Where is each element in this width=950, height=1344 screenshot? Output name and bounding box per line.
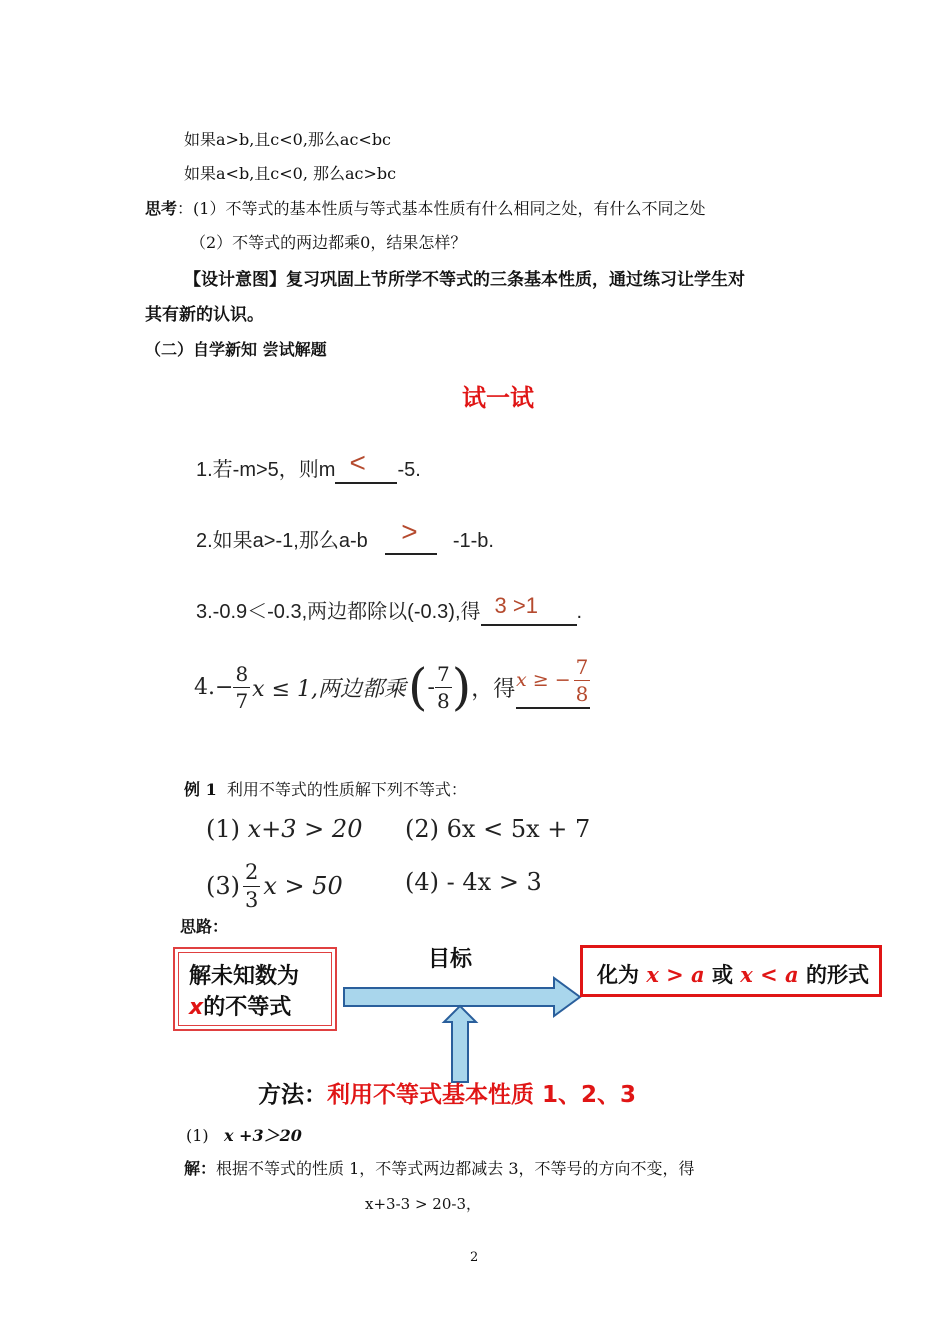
example-problem-1: (1) x+3 > 20 — [206, 815, 363, 843]
try-question-2: 2.如果a>-1,那么a-b > -1-b. — [196, 524, 494, 555]
answer-3: 3 >1 — [494, 593, 538, 618]
design-intent-line-1: 【设计意图】复习巩固上节所学不等式的三条基本性质，通过练习让学生对 — [184, 270, 745, 290]
page-number: 2 — [470, 1250, 479, 1265]
target-ineq-less: x < a — [740, 962, 799, 987]
try-question-4: 4. − $\frac{8}{7}$ x ≤ 1,两边都乘 ( - $\frac{7}{8}$ ) ，得 — [194, 658, 516, 716]
review-line-1: 如果a>b,且c<0,那么ac<bc — [184, 130, 392, 149]
section-heading: （二）自学新知 尝试解题 — [145, 340, 327, 359]
review-line-2: 如果a<b,且c<0, 那么ac>bc — [184, 164, 397, 183]
diagram-arrows — [340, 970, 585, 1090]
goal-label: 目标 — [428, 947, 473, 972]
idea-label: 思路： — [180, 917, 229, 936]
design-intent-line-2: 其有新的认识。 — [145, 305, 264, 325]
think-q2: （2）不等式的两边都乘0，结果怎样？ — [190, 233, 467, 252]
answer-blank-2 — [385, 516, 437, 555]
example-problem-2: (2) 6x < 5x + 7 — [405, 815, 591, 843]
box-left-x: x — [189, 995, 204, 1020]
method-arrow-up — [444, 1006, 476, 1082]
answer-blank-1 — [335, 447, 397, 484]
box-left-line-2: 的不等式 — [203, 995, 292, 1020]
solution-problem-1: (1) x +3＞20 — [186, 1126, 302, 1145]
solution-step: x+3-3 > 20-3， — [365, 1195, 481, 1213]
solution-text: 解：根据不等式的性质 1，不等式两边都减去 3，不等号的方向不变，得 — [184, 1159, 695, 1178]
think-q1-text: ：(1）不等式的基本性质与等式基本性质有什么相同之处，有什么不同之处 — [177, 199, 706, 218]
example-1-heading: 例 1 利用不等式的性质解下列不等式： — [184, 780, 467, 799]
fraction-8-7: $\frac{8}{7}$ — [235, 661, 249, 713]
example-problem-4: (4) - 4x > 3 — [405, 868, 542, 896]
target-ineq-greater: x > a — [646, 962, 705, 987]
unknown-inequality-box — [173, 947, 337, 1031]
try-question-3: 3.-0.9＜-0.3,两边都除以(-0.3),得 3 >1 . — [196, 595, 582, 626]
left-paren: ( — [408, 658, 428, 716]
answer-blank-4 — [516, 707, 590, 709]
target-form-box: 化为 x > a 或 x < a 的形式 — [580, 945, 882, 997]
answer-4: x ≥ − $\frac{7}{8}$ — [516, 654, 589, 706]
try-title: 试一试 — [462, 384, 534, 412]
method-label: 方法： — [258, 1082, 327, 1108]
fraction-2-3: $\frac{2}{3}$ — [245, 859, 259, 912]
example-problem-3: (3) $\frac{2}{3}$ x > 50 — [206, 859, 343, 912]
box-left-line-1: 解未知数为 — [189, 964, 300, 989]
answer-blank-3 — [481, 593, 577, 626]
right-paren: ) — [451, 658, 472, 716]
think-label: 思考 — [145, 199, 178, 218]
fraction-7-8: $\frac{7}{8}$ — [436, 661, 450, 713]
method-line — [258, 1076, 636, 1109]
try-question-1: 1.若-m>5，则m < -5. — [196, 453, 421, 484]
answer-2: > — [401, 516, 418, 547]
answer-1: < — [349, 447, 366, 478]
method-text: 利用不等式基本性质 1、2、3 — [327, 1082, 637, 1108]
think-q1 — [145, 196, 705, 219]
answer-4-fraction: $\frac{7}{8}$ — [575, 654, 589, 706]
